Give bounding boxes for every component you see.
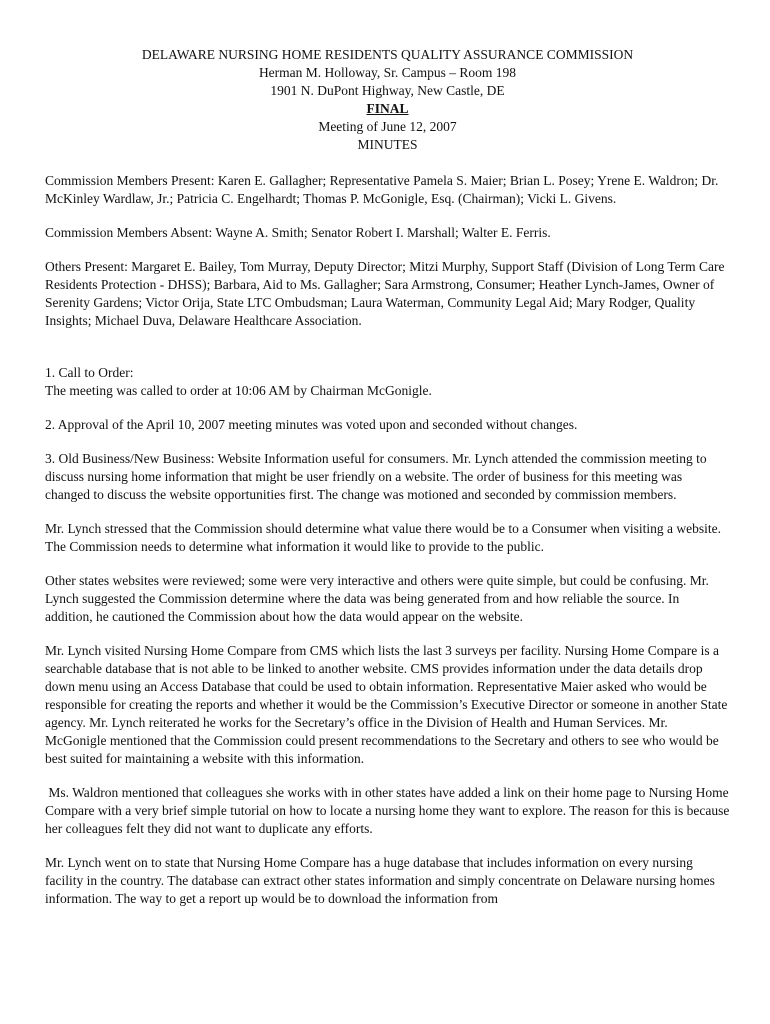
paragraph-cms: Mr. Lynch visited Nursing Home Compare from CMS which lists the last 3 surveys per facility. Nursing Home Compare is a searchable database that is not able to be linked to another website. CMS provides information under the data details drop down menu using an Access Database that could be used to obtain information. Representative Maier asked who would be responsible for creating the reports and whether it would be the Commission’s Executive Director or someone in another State agency. Mr. Lynch reiterated he works for the Secretary’s office in the Division of Health and Human Services. Mr. McGonigle mentioned that the Commission could present recommendations to the Secretary and others to see who would be best suited for maintaining a website with this information. <box>45 643 728 766</box>
meeting-date: Meeting of June 12, 2007 <box>318 119 457 134</box>
doc-type: MINUTES <box>357 137 418 152</box>
spacer <box>45 154 730 172</box>
business-item: 3. Old Business/New Business: Website Information useful for consumers. Mr. Lynch attended the commission meeting to discuss nursing home information that might be user friendly on a website. The order of business for this meeting was changed to discuss the website opportunities first. The change was motioned and seconded by commission members. <box>45 451 707 502</box>
commission-title: DELAWARE NURSING HOME RESIDENTS QUALITY ASSURANCE COMMISSION <box>141 47 634 62</box>
paragraph-other-states: Other states websites were reviewed; some were very interactive and others were quite simple, but could be confusing. Mr. Lynch suggested the Commission determine where the data was being generated from and how reliable the source. In addition, he cautioned the Commission about how the data would appear on the website. <box>45 573 709 624</box>
paragraph-consumer-value: Mr. Lynch stressed that the Commission should determine what value there would be to a Consumer when visiting a website. The Commission needs to determine what information it would like to provide to the public. <box>45 521 722 554</box>
call-to-order-text: The meeting was called to order at 10:06 AM by Chairman McGonigle. <box>45 383 432 398</box>
status-final: FINAL <box>366 101 409 116</box>
location-line-1: Herman M. Holloway, Sr. Campus – Room 198 <box>258 65 517 80</box>
document-header <box>45 46 730 154</box>
paragraph-waldron: Ms. Waldron mentioned that colleagues she works with in other states have added a link on their home page to Nursing Home Compare with a very brief simple tutorial on how to locate a nursing home they want to explore. The reason for this is because her colleagues felt they did not want to duplicate any efforts. <box>45 785 733 836</box>
call-to-order-heading: 1. Call to Order: <box>45 365 134 380</box>
call-to-order <box>45 364 730 400</box>
spacer <box>45 346 730 364</box>
members-present: Commission Members Present: Karen E. Gallagher; Representative Pamela S. Maier; Brian L. Posey; Yrene E. Waldron; Dr. McKinley Wardlaw, Jr.; Patricia C. Engelhardt; Thomas P. McGonigle, Esq. (Chairman); Vicki L. Givens. <box>45 173 719 206</box>
members-absent: Commission Members Absent: Wayne A. Smith; Senator Robert I. Marshall; Walter E. Ferris. <box>45 225 551 240</box>
paragraph-database: Mr. Lynch went on to state that Nursing Home Compare has a huge database that includes information on every nursing facility in the country. The database can extract other states information and simply concentrate on Delaware nursing homes information. The way to get a report up would be to download the information from <box>45 855 715 906</box>
approval-minutes: 2. Approval of the April 10, 2007 meeting minutes was voted upon and seconded without changes. <box>45 417 578 432</box>
location-line-2: 1901 N. DuPont Highway, New Castle, DE <box>270 83 505 98</box>
others-present: Others Present: Margaret E. Bailey, Tom Murray, Deputy Director; Mitzi Murphy, Support Staff (Division of Long Term Care Residents Protection - DHSS); Barbara, Aid to Ms. Gallagher; Sara Armstrong, Consumer; Heather Lynch-James, Owner of Serenity Gardens; Victor Orija, State LTC Ombudsman; Laura Waterman, Community Legal Aid; Mary Rodger, Quality Insights; Michael Duva, Delaware Healthcare Association. <box>45 259 725 328</box>
